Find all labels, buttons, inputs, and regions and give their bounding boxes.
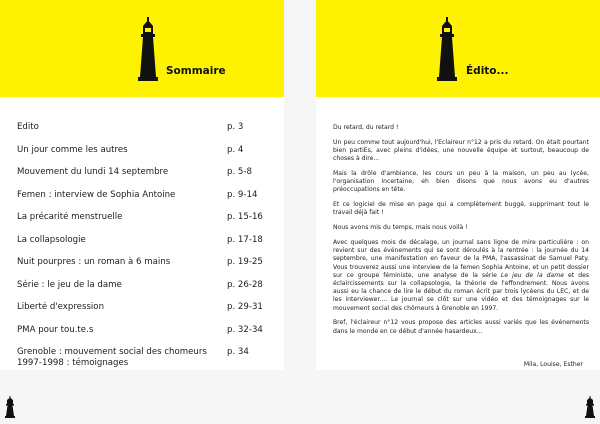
toc-item-page: p. 17-18 xyxy=(227,234,263,245)
toc-item-page: p. 5-8 xyxy=(227,167,252,177)
toc-item-page: p. 19-25 xyxy=(227,257,263,267)
toc-item[interactable] xyxy=(17,167,272,190)
edito-paragraph: Du retard, du retard ! xyxy=(333,124,399,131)
toc-item-title: La précarité menstruelle xyxy=(17,212,123,222)
sommaire-title: Sommaire xyxy=(166,65,226,77)
toc-item[interactable] xyxy=(17,235,272,258)
series-title: Le jeu de la dame xyxy=(500,271,564,279)
toc-item-title: La collapsologie xyxy=(17,234,86,245)
toc-item[interactable] xyxy=(17,145,272,168)
toc-item-title: Mouvement du lundi 14 septembre xyxy=(17,167,169,177)
toc-item-page: p. 4 xyxy=(227,144,244,155)
toc-item-title: Un jour comme les autres xyxy=(17,144,128,155)
edito-paragraph: Bref, l'éclaireur n°12 vous propose des articles aussi variés que les événements dans le monde en ce début d'année hasardeux... xyxy=(333,319,589,335)
toc-item-title: Femen : interview de Sophia Antoine xyxy=(17,189,176,200)
toc-item-page: p. 29-31 xyxy=(227,302,263,312)
edito-text: Avec quelques mois de décalage, un journal sans ligne de mire particulière : on revient sur des événements qui se sont déroulés à la rentrée : la journée du 14 septembre, une manifestation en faveur de la PMA, l'assassinat de Samuel Paty. Vous trouverez aussi une interview de la femen Sophia Antoine, et un petit dossier sur ce groupe féministe, une analyse de la série xyxy=(333,239,589,279)
toc-item-page: p. 3 xyxy=(227,122,244,132)
toc-item-page: p. 9-14 xyxy=(227,189,258,200)
table-of-contents xyxy=(17,122,272,369)
edito-paragraph xyxy=(333,239,589,313)
sommaire-banner xyxy=(0,0,284,97)
edito-title: Édito... xyxy=(466,65,509,77)
toc-item-page: p. 26-28 xyxy=(227,279,263,290)
toc-item[interactable] xyxy=(17,190,272,213)
lighthouse-icon xyxy=(584,396,596,418)
toc-item-title: Série : le jeu de la dame xyxy=(17,279,122,290)
toc-item-title: Nuit pourpres : un roman à 6 mains xyxy=(17,257,171,267)
toc-item-page: p. 32-34 xyxy=(227,324,263,335)
lighthouse-icon xyxy=(4,396,16,418)
toc-item-title: PMA pour tou.te.s xyxy=(17,324,94,335)
lighthouse-icon xyxy=(137,17,159,81)
edito-banner xyxy=(316,0,600,97)
toc-item[interactable] xyxy=(17,122,272,145)
toc-item[interactable] xyxy=(17,302,272,325)
edito-body xyxy=(333,124,589,342)
sommaire-page xyxy=(0,0,284,370)
toc-item[interactable] xyxy=(17,347,272,369)
toc-item-title: Edito xyxy=(17,122,39,132)
edito-page xyxy=(316,0,600,370)
edito-paragraph: Mais la drôle d'ambiance, les cours un peu à la maison, un peu au lycée, l'organisation incertaine, eh bien disons que nous avons eu d'autres préoccupations en tête. xyxy=(333,170,589,194)
lighthouse-icon xyxy=(436,17,458,81)
toc-item[interactable] xyxy=(17,280,272,303)
edito-paragraph: Nous avons mis du temps, mais nous voilà ! xyxy=(333,224,468,232)
toc-item[interactable] xyxy=(17,257,272,280)
toc-item[interactable] xyxy=(17,325,272,348)
edito-text: et des éclaircissements sur la collapsologie, la théorie de l'effondrement. Nous avons aussi eu la chance de lire le début du roman écrit par trois lycéens du LEC, et de les interviewer.... Le journal se clôt sur une vidéo et des témoignages sur le mouvement social des chômeurs à Grenoble en 1997. xyxy=(333,271,590,312)
edito-paragraph: Un peu comme tout aujourd'hui, l'Eclaireur n°12 a pris du retard. On était pourtant bien partiEs, avec pleins d'idées, une nouvelle équipe et surtout, beaucoup de choses à dire... xyxy=(333,138,589,163)
toc-item-title: Grenoble : mouvement social des chomeurs 1997-1998 : témoignages xyxy=(17,347,207,368)
toc-item-title: Liberté d'expression xyxy=(17,302,105,312)
edito-signature: Mila, Louise, Esther xyxy=(523,361,583,368)
toc-item[interactable] xyxy=(17,212,272,235)
edito-paragraph: Et ce logiciel de mise en page qui a complètement buggé, supprimant tout le travail déjà fait ! xyxy=(333,201,589,217)
toc-item-page: p. 34 xyxy=(227,347,249,357)
toc-item-page: p. 15-16 xyxy=(227,212,263,222)
